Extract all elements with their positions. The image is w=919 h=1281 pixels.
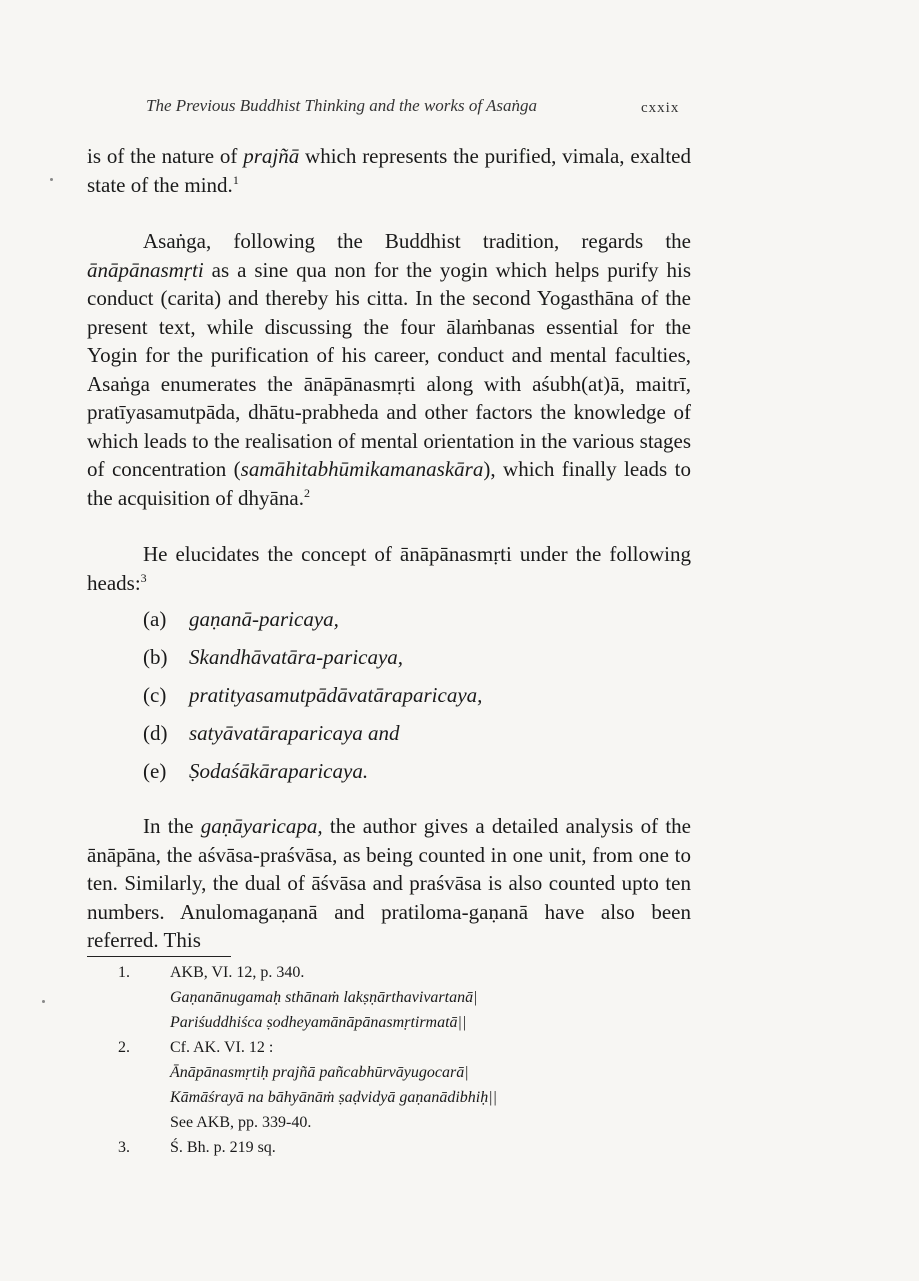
footnote-3: 3. Ś. Bh. p. 219 sq.: [118, 1139, 276, 1156]
scan-speck: [50, 178, 53, 181]
footnote-ref[interactable]: 2: [303, 485, 310, 500]
list-item: (d) satyāvatāraparicaya and: [143, 721, 400, 745]
list-item: (c) pratityasamutpādāvatāraparicaya,: [143, 683, 483, 707]
footnote-divider: [87, 956, 231, 957]
main-text: [87, 142, 691, 955]
scan-speck: [42, 1000, 45, 1003]
footnotes: [118, 960, 618, 1160]
list-item: (a) gaṇanā-paricaya,: [143, 607, 339, 631]
paragraph-4: In the gaṇāyaricapa, the author gives a detailed analysis of the ānāpāna, the aśvāsa-praśvāsa, as being counted in one unit, from one to ten. Similarly, the dual of āśvāsa and praśvāsa is also counted upto ten numbers. Anulomagaṇanā and pratiloma-gaṇanā have also been referred. This: [87, 814, 691, 952]
footnote-1: 1. AKB, VI. 12, p. 340. Gaṇanānugamaḥ sthānaṁ lakṣṇārthavivartanā| Pariśuddhiśca ṣodheyamānāpānasmṛtirmatā||: [118, 964, 478, 1031]
paragraph-2: Asaṅga, following the Buddhist tradition, regards the ānāpānasmṛti as a sine qua non for the yogin which helps purify his conduct (carita) and thereby his citta. In the second Yogasthāna of the present text, while discussing the four ālaṁbanas essential for the Yogin for the purification of his career, conduct and mental faculties, Asaṅga enumerates the ānāpānasmṛti along with aśubh(at)ā, maitrī, pratīyasamutpāda, dhātu-prabheda and other factors the knowledge of which leads to the realisation of mental orientation in the various stages of concentration (samāhitabhūmikamanaskāra), which finally leads to the acquisition of dhyāna.$^2$: [87, 229, 691, 510]
running-head: The Previous Buddhist Thinking and the works of Asaṅga: [146, 96, 537, 115]
footnote-2: 2. Cf. AK. VI. 12 : Ānāpānasmṛtiḥ prajñā pañcabhūrvāyugocarā| Kāmāśrayā na bāhyānāṁ ṣaḍvidyā gaṇanādibhiḥ|| See AKB, pp. 339-40.: [118, 1039, 497, 1131]
paragraph-1: is of the nature of prajñā which represents the purified, vimala, exalted state of the mind.$^1$: [87, 144, 691, 197]
list-item: (b) Skandhāvatāra-paricaya,: [143, 645, 404, 669]
footnote-ref[interactable]: 1: [232, 172, 239, 187]
list-item: (e) Ṣodaśākāraparicaya.: [143, 759, 369, 783]
footnote-ref[interactable]: 3: [140, 570, 147, 585]
paragraph-3: He elucidates the concept of ānāpānasmṛti under the following heads:$^3$: [87, 542, 691, 595]
heads-list: [87, 600, 691, 790]
page-number: cxxix: [641, 100, 680, 116]
